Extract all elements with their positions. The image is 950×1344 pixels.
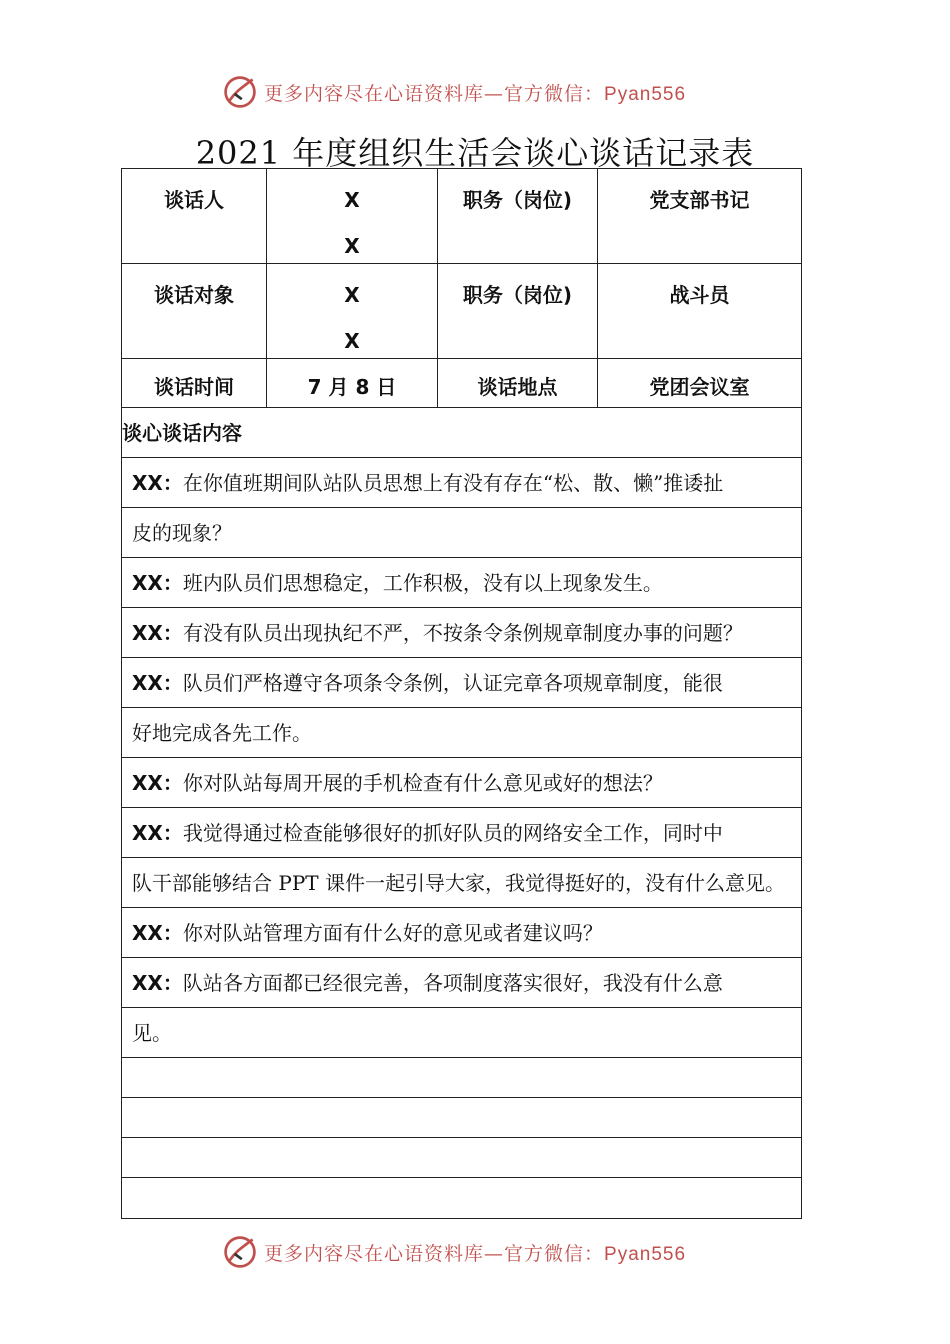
list-item: XX： 你对队站管理方面有什么好的意见或者建议吗？: [122, 908, 801, 958]
section-title: 谈心谈话内容: [122, 408, 801, 458]
list-item: XX： 在你值班期间队站队员思想上有没有存在“松、散、懒”推诿扯: [122, 458, 801, 508]
label-position: 职务（岗位): [438, 169, 598, 263]
list-item: 见。: [122, 1008, 801, 1058]
list-item: XX： 队站各方面都已经很完善，各项制度落实很好，我没有什么意: [122, 958, 801, 1008]
list-item: XX： 有没有队员出现执纪不严，不按条令条例规章制度办事的问题？: [122, 608, 801, 658]
blank-row: [122, 1098, 801, 1138]
speaker-label: XX：: [132, 971, 183, 995]
value-position: 党支部书记: [649, 188, 750, 212]
watermark-top: [222, 72, 742, 112]
list-item: XX： 队员们严格遵守各项条令条例，认证完章各项规章制度，能很: [122, 658, 801, 708]
page-title: 2021 年度组织生活会谈心谈话记录表: [195, 134, 755, 172]
speaker-label: XX：: [132, 471, 183, 495]
list-item: 队干部能够结合 PPT 课件一起引导大家，我觉得挺好的，没有什么意见。: [122, 858, 801, 908]
value-position-2: 战斗员: [669, 283, 730, 307]
speaker-label: XX：: [132, 921, 183, 945]
label-time: 谈话时间: [122, 359, 267, 407]
table-row: [122, 359, 801, 408]
watermark-text: 更多内容尽在心语资料库—官方微信：Pyan556: [264, 82, 687, 105]
value-time: 7 月 8 日: [267, 359, 438, 407]
value-talker: X X: [267, 169, 438, 263]
value-location: 党团会议室: [649, 375, 750, 399]
label-position-2: 职务（岗位): [438, 264, 598, 358]
value-interviewee: X X: [267, 264, 438, 358]
list-item: XX： 班内队员们思想稳定，工作积极，没有以上现象发生。: [122, 558, 801, 608]
label-talker: 谈话人: [122, 169, 267, 263]
list-item: 好地完成各先工作。: [122, 708, 801, 758]
blank-row: [122, 1178, 801, 1218]
speaker-label: XX：: [132, 821, 183, 845]
table-row: [122, 264, 801, 359]
list-item: XX： 你对队站每周开展的手机检查有什么意见或好的想法？: [122, 758, 801, 808]
record-form-table: [121, 168, 802, 1219]
brand-logo-icon: [222, 1234, 258, 1270]
watermark-bottom: [222, 1232, 742, 1272]
list-item: 皮的现象？: [122, 508, 801, 558]
table-row: [122, 169, 801, 264]
speaker-label: XX：: [132, 621, 183, 645]
speaker-label: XX：: [132, 671, 183, 695]
brand-logo-icon: [222, 74, 258, 110]
label-interviewee: 谈话对象: [122, 264, 267, 358]
list-item: XX： 我觉得通过检查能够很好的抓好队员的网络安全工作，同时中: [122, 808, 801, 858]
blank-row: [122, 1058, 801, 1098]
speaker-label: XX：: [132, 771, 183, 795]
blank-row: [122, 1138, 801, 1178]
label-location: 谈话地点: [438, 359, 598, 407]
speaker-label: XX：: [132, 571, 183, 595]
watermark-text: 更多内容尽在心语资料库—官方微信：Pyan556: [264, 1242, 687, 1265]
